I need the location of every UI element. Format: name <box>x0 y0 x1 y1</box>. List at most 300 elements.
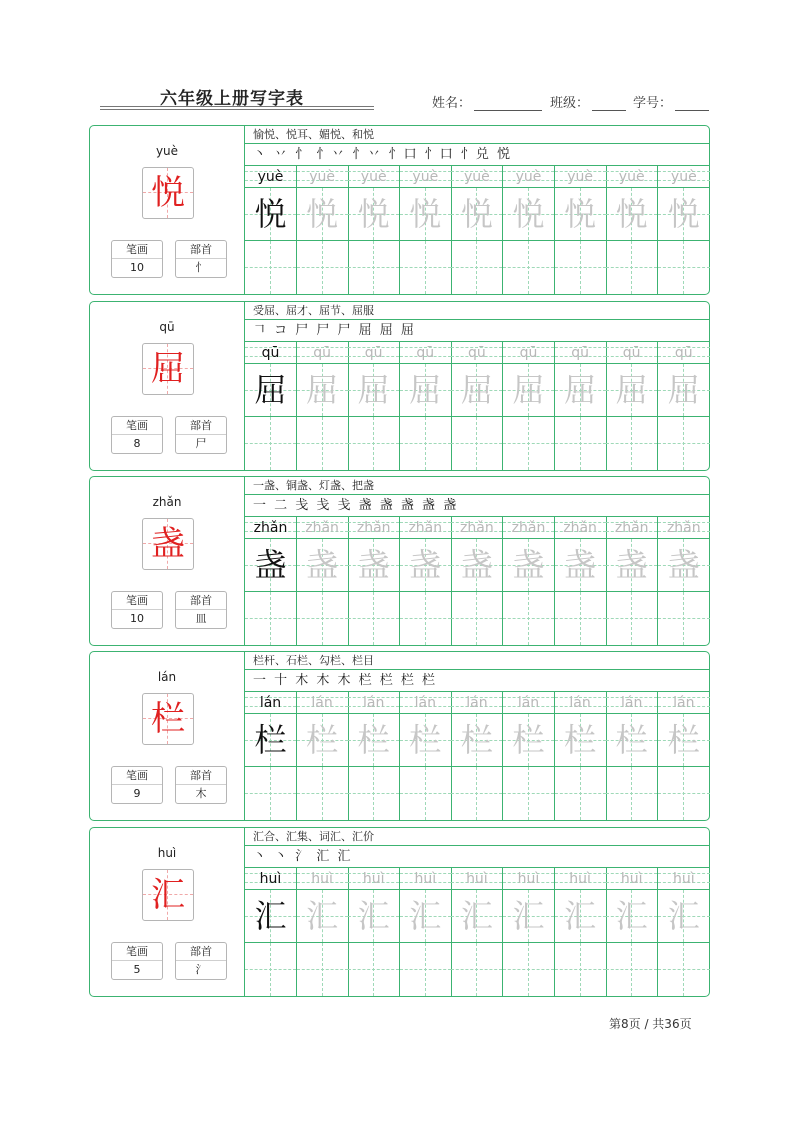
pinyin-writing-line[interactable] <box>348 868 399 890</box>
trace-pinyin: zhǎn <box>408 520 443 536</box>
radical-box <box>175 591 227 629</box>
class-field[interactable] <box>550 92 626 111</box>
trace-character: 盏 <box>460 546 493 584</box>
trace-character: 汇 <box>357 897 390 935</box>
practice-cell[interactable] <box>348 342 400 470</box>
pinyin-writing-line[interactable] <box>400 517 451 539</box>
character-writing-box[interactable] <box>503 364 554 417</box>
trace-pinyin: huì <box>466 871 488 887</box>
trace-pinyin: huì <box>517 871 540 887</box>
character-writing-box[interactable] <box>245 364 296 417</box>
pinyin-writing-line[interactable] <box>658 517 710 539</box>
practice-grid <box>245 342 709 470</box>
blank-writing-box[interactable] <box>400 767 451 820</box>
character-writing-box[interactable] <box>297 364 348 417</box>
blank-writing-box[interactable] <box>503 592 554 645</box>
practice-cell[interactable] <box>451 517 503 645</box>
pinyin-writing-line[interactable] <box>400 868 451 890</box>
pinyin-writing-line[interactable] <box>503 517 554 539</box>
blank-writing-box[interactable] <box>658 592 710 645</box>
model-pinyin: qū <box>261 345 280 361</box>
stroke-order: 𠃍 コ 尸 尸 尸 屈 屈 屈 <box>245 320 709 342</box>
student-id-label: 学号： <box>633 96 673 111</box>
blank-writing-box[interactable] <box>606 417 657 470</box>
trace-pinyin: yuè <box>670 169 697 185</box>
character-writing-box[interactable] <box>451 714 502 767</box>
practice-panel <box>245 652 709 820</box>
trace-character: 屈 <box>667 371 700 409</box>
character-writing-box[interactable] <box>245 890 296 943</box>
stroke-count-label: 笔画 <box>112 592 162 610</box>
blank-writing-box[interactable] <box>451 767 502 820</box>
blank-writing-box[interactable] <box>297 241 348 294</box>
character-writing-box[interactable] <box>606 188 657 241</box>
blank-writing-box[interactable] <box>297 417 348 470</box>
pinyin-writing-line[interactable] <box>606 692 657 714</box>
trace-pinyin: yuè <box>567 169 593 185</box>
trace-character: 悦 <box>512 195 545 233</box>
pinyin-writing-line[interactable] <box>451 692 502 714</box>
blank-writing-box[interactable] <box>400 943 451 996</box>
practice-cell[interactable] <box>555 342 607 470</box>
blank-writing-box[interactable] <box>503 767 554 820</box>
blank-writing-box[interactable] <box>245 943 296 996</box>
practice-cell[interactable] <box>348 517 400 645</box>
model-character: 盏 <box>254 546 287 584</box>
pinyin-writing-line[interactable] <box>451 166 502 188</box>
trace-pinyin: huì <box>311 871 333 887</box>
blank-writing-box[interactable] <box>297 943 348 996</box>
stroke-count-label: 笔画 <box>112 943 162 961</box>
trace-character: 栏 <box>512 721 545 759</box>
practice-cell[interactable] <box>348 166 400 294</box>
blank-writing-box[interactable] <box>297 592 348 645</box>
pinyin-writing-line[interactable] <box>297 517 348 539</box>
practice-cell[interactable] <box>348 868 400 996</box>
stroke-order: 丶 丶 氵 汇 汇 <box>245 846 709 868</box>
blank-writing-box[interactable] <box>348 767 399 820</box>
blank-writing-box[interactable] <box>245 241 296 294</box>
practice-cell[interactable] <box>658 868 710 996</box>
radical-label: 部首 <box>176 592 226 610</box>
example-words: 一盏、铜盏、灯盏、把盏 <box>245 477 709 495</box>
character-writing-box[interactable] <box>451 188 502 241</box>
character-card <box>89 476 710 646</box>
radical-label: 部首 <box>176 767 226 785</box>
stroke-count-value: 5 <box>133 963 141 976</box>
practice-cell[interactable] <box>658 166 710 294</box>
trace-character: 悦 <box>667 195 700 233</box>
pinyin-writing-line[interactable] <box>658 868 710 890</box>
character-writing-box[interactable] <box>297 188 348 241</box>
character-glyph: 栏 <box>151 699 185 739</box>
practice-panel <box>245 828 709 996</box>
character-card <box>89 301 710 471</box>
trace-pinyin: lán <box>569 695 591 711</box>
character-writing-box[interactable] <box>658 539 710 592</box>
blank-writing-box[interactable] <box>245 592 296 645</box>
character-display-box <box>142 518 194 570</box>
trace-character: 栏 <box>564 721 597 759</box>
blank-writing-box[interactable] <box>297 767 348 820</box>
blank-writing-box[interactable] <box>503 417 554 470</box>
blank-writing-box[interactable] <box>606 241 657 294</box>
practice-cell[interactable] <box>245 342 297 470</box>
character-writing-box[interactable] <box>658 188 710 241</box>
stroke-order: 一 十 木 木 木 栏 栏 栏 栏 <box>245 670 709 692</box>
practice-cell[interactable] <box>503 166 555 294</box>
practice-cell[interactable] <box>555 692 607 820</box>
blank-writing-box[interactable] <box>658 767 710 820</box>
trace-character: 汇 <box>460 897 493 935</box>
character-info-panel <box>90 302 245 470</box>
blank-writing-box[interactable] <box>555 241 606 294</box>
character-writing-box[interactable] <box>245 714 296 767</box>
blank-writing-box[interactable] <box>555 417 606 470</box>
blank-writing-box[interactable] <box>451 592 502 645</box>
example-words: 受屈、屈才、屈节、屈服 <box>245 302 709 320</box>
pinyin-writing-line[interactable] <box>348 517 399 539</box>
blank-writing-box[interactable] <box>555 943 606 996</box>
practice-cell[interactable] <box>658 342 710 470</box>
practice-cell[interactable] <box>400 342 452 470</box>
pinyin-writing-line[interactable] <box>606 166 657 188</box>
practice-cell[interactable] <box>503 517 555 645</box>
character-writing-box[interactable] <box>451 890 502 943</box>
student-id-blank[interactable] <box>675 96 709 111</box>
radical-box <box>175 240 227 278</box>
pinyin-writing-line[interactable] <box>297 868 348 890</box>
class-blank[interactable] <box>592 96 626 111</box>
practice-cell[interactable] <box>245 166 297 294</box>
character-writing-box[interactable] <box>297 539 348 592</box>
pinyin-writing-line[interactable] <box>658 692 710 714</box>
character-writing-box[interactable] <box>245 188 296 241</box>
trace-character: 盏 <box>564 546 597 584</box>
blank-writing-box[interactable] <box>658 417 710 470</box>
blank-writing-box[interactable] <box>348 943 399 996</box>
stroke-count-box <box>111 416 163 454</box>
character-writing-box[interactable] <box>555 890 606 943</box>
character-pinyin: qū <box>159 320 175 334</box>
trace-pinyin: lán <box>466 695 488 711</box>
trace-pinyin: zhǎn <box>511 520 546 536</box>
practice-cell[interactable] <box>503 342 555 470</box>
practice-cell[interactable] <box>658 517 710 645</box>
practice-cell[interactable] <box>245 517 297 645</box>
practice-cell[interactable] <box>503 692 555 820</box>
character-card <box>89 651 710 821</box>
character-display-box <box>142 869 194 921</box>
trace-pinyin: zhǎn <box>563 520 597 536</box>
blank-writing-box[interactable] <box>555 592 606 645</box>
practice-cell[interactable] <box>400 166 452 294</box>
character-writing-box[interactable] <box>400 188 451 241</box>
practice-cell[interactable] <box>606 692 658 820</box>
trace-character: 盏 <box>615 546 648 584</box>
practice-panel <box>245 477 709 645</box>
pinyin-writing-line[interactable] <box>451 868 502 890</box>
blank-writing-box[interactable] <box>348 417 399 470</box>
character-writing-box[interactable] <box>348 539 399 592</box>
practice-cell[interactable] <box>555 517 607 645</box>
pinyin-writing-line[interactable] <box>658 166 710 188</box>
stroke-count-box <box>111 591 163 629</box>
trace-pinyin: zhǎn <box>460 520 494 536</box>
practice-cell[interactable] <box>606 166 658 294</box>
blank-writing-box[interactable] <box>503 241 554 294</box>
pinyin-writing-line[interactable] <box>658 342 710 364</box>
trace-pinyin: yuè <box>309 169 335 185</box>
trace-character: 栏 <box>306 721 339 759</box>
practice-cell[interactable] <box>451 342 503 470</box>
blank-writing-box[interactable] <box>606 767 657 820</box>
stroke-count-value: 10 <box>130 261 144 274</box>
trace-character: 盏 <box>409 546 442 584</box>
name-blank[interactable] <box>474 96 542 111</box>
practice-cell[interactable] <box>555 868 607 996</box>
radical-value: 尸 <box>195 437 207 450</box>
character-card <box>89 125 710 295</box>
pinyin-writing-line[interactable] <box>606 342 657 364</box>
trace-pinyin: yuè <box>464 169 490 185</box>
character-card <box>89 827 710 997</box>
trace-pinyin: lán <box>311 695 333 711</box>
character-info-panel <box>90 126 245 294</box>
blank-writing-box[interactable] <box>555 767 606 820</box>
character-writing-box[interactable] <box>606 714 657 767</box>
pinyin-writing-line[interactable] <box>245 166 296 188</box>
pinyin-writing-line[interactable] <box>555 342 606 364</box>
practice-grid <box>245 868 709 996</box>
practice-cell[interactable] <box>400 517 452 645</box>
pinyin-writing-line[interactable] <box>297 692 348 714</box>
practice-cell[interactable] <box>245 692 297 820</box>
pinyin-writing-line[interactable] <box>451 517 502 539</box>
blank-writing-box[interactable] <box>348 592 399 645</box>
trace-pinyin: yuè <box>412 169 439 185</box>
character-writing-box[interactable] <box>400 539 451 592</box>
blank-writing-box[interactable] <box>658 241 710 294</box>
trace-pinyin: qū <box>313 345 331 361</box>
trace-character: 屈 <box>564 371 597 409</box>
model-character: 悦 <box>254 195 287 233</box>
trace-character: 盏 <box>512 546 545 584</box>
stroke-count-value: 8 <box>133 437 141 450</box>
practice-cell[interactable] <box>503 868 555 996</box>
character-writing-box[interactable] <box>606 890 657 943</box>
character-writing-box[interactable] <box>503 890 554 943</box>
practice-cell[interactable] <box>606 342 658 470</box>
practice-cell[interactable] <box>348 692 400 820</box>
blank-writing-box[interactable] <box>658 943 710 996</box>
model-pinyin: zhǎn <box>253 520 288 536</box>
pinyin-writing-line[interactable] <box>555 166 606 188</box>
practice-cell[interactable] <box>400 692 452 820</box>
stroke-count-box <box>111 942 163 980</box>
character-writing-box[interactable] <box>348 890 399 943</box>
pinyin-writing-line[interactable] <box>348 692 399 714</box>
character-writing-box[interactable] <box>503 539 554 592</box>
pinyin-writing-line[interactable] <box>245 517 296 539</box>
trace-character: 屈 <box>512 371 545 409</box>
blank-writing-box[interactable] <box>400 241 451 294</box>
practice-grid <box>245 517 709 645</box>
character-writing-box[interactable] <box>451 539 502 592</box>
pinyin-writing-line[interactable] <box>245 342 296 364</box>
radical-label: 部首 <box>176 943 226 961</box>
character-writing-box[interactable] <box>297 890 348 943</box>
character-writing-box[interactable] <box>658 890 710 943</box>
pinyin-writing-line[interactable] <box>555 517 606 539</box>
stroke-count-value: 9 <box>133 787 141 800</box>
character-writing-box[interactable] <box>555 714 606 767</box>
blank-writing-box[interactable] <box>451 943 502 996</box>
practice-cell[interactable] <box>245 868 297 996</box>
trace-pinyin: qū <box>622 345 641 361</box>
trace-character: 屈 <box>460 371 493 409</box>
model-character: 栏 <box>254 721 287 759</box>
pinyin-writing-line[interactable] <box>400 342 451 364</box>
trace-pinyin: lán <box>621 695 643 711</box>
pinyin-writing-line[interactable] <box>348 166 399 188</box>
pinyin-writing-line[interactable] <box>503 868 554 890</box>
trace-character: 汇 <box>409 897 442 935</box>
practice-cell[interactable] <box>297 166 349 294</box>
character-writing-box[interactable] <box>348 188 399 241</box>
character-writing-box[interactable] <box>555 539 606 592</box>
blank-writing-box[interactable] <box>400 592 451 645</box>
trace-character: 屈 <box>409 371 442 409</box>
character-writing-box[interactable] <box>245 539 296 592</box>
pinyin-writing-line[interactable] <box>245 692 296 714</box>
trace-pinyin: zhǎn <box>305 520 339 536</box>
character-glyph: 悦 <box>151 173 185 213</box>
practice-cell[interactable] <box>400 868 452 996</box>
trace-pinyin: huì <box>362 871 385 887</box>
trace-pinyin: lán <box>363 695 385 711</box>
trace-character: 屈 <box>615 371 648 409</box>
pinyin-writing-line[interactable] <box>503 342 554 364</box>
pinyin-writing-line[interactable] <box>400 166 451 188</box>
stroke-count-label: 笔画 <box>112 417 162 435</box>
character-writing-box[interactable] <box>503 714 554 767</box>
trace-character: 屈 <box>306 371 339 409</box>
blank-writing-box[interactable] <box>451 241 502 294</box>
pinyin-writing-line[interactable] <box>297 166 348 188</box>
practice-cell[interactable] <box>451 692 503 820</box>
pinyin-writing-line[interactable] <box>555 868 606 890</box>
pinyin-writing-line[interactable] <box>606 517 657 539</box>
character-writing-box[interactable] <box>400 364 451 417</box>
practice-cell[interactable] <box>451 868 503 996</box>
character-display-box <box>142 693 194 745</box>
trace-character: 盏 <box>357 546 390 584</box>
blank-writing-box[interactable] <box>606 943 657 996</box>
character-writing-box[interactable] <box>555 364 606 417</box>
trace-character: 栏 <box>357 721 390 759</box>
page-header <box>0 0 800 120</box>
trace-pinyin: lán <box>414 695 436 711</box>
pinyin-writing-line[interactable] <box>245 868 296 890</box>
trace-character: 悦 <box>409 195 442 233</box>
practice-cell[interactable] <box>297 692 349 820</box>
blank-writing-box[interactable] <box>348 241 399 294</box>
trace-character: 栏 <box>460 721 493 759</box>
radical-value: 氵 <box>195 963 207 976</box>
practice-cell[interactable] <box>297 868 349 996</box>
pinyin-writing-line[interactable] <box>555 692 606 714</box>
practice-cell[interactable] <box>297 342 349 470</box>
character-writing-box[interactable] <box>503 188 554 241</box>
name-field[interactable] <box>432 92 542 111</box>
character-pinyin: zhǎn <box>152 495 182 509</box>
practice-cell[interactable] <box>606 517 658 645</box>
title-underline-2 <box>100 109 374 110</box>
practice-cell[interactable] <box>451 166 503 294</box>
stroke-count-value: 10 <box>130 612 144 625</box>
practice-cell[interactable] <box>606 868 658 996</box>
character-writing-box[interactable] <box>658 364 710 417</box>
blank-writing-box[interactable] <box>400 417 451 470</box>
radical-label: 部首 <box>176 241 226 259</box>
blank-writing-box[interactable] <box>606 592 657 645</box>
character-writing-box[interactable] <box>400 890 451 943</box>
trace-pinyin: qū <box>468 345 486 361</box>
character-writing-box[interactable] <box>348 364 399 417</box>
pinyin-writing-line[interactable] <box>503 166 554 188</box>
pinyin-writing-line[interactable] <box>503 692 554 714</box>
character-writing-box[interactable] <box>297 714 348 767</box>
character-writing-box[interactable] <box>606 364 657 417</box>
practice-cell[interactable] <box>297 517 349 645</box>
pinyin-writing-line[interactable] <box>348 342 399 364</box>
character-writing-box[interactable] <box>658 714 710 767</box>
pinyin-writing-line[interactable] <box>606 868 657 890</box>
blank-writing-box[interactable] <box>451 417 502 470</box>
blank-writing-box[interactable] <box>245 767 296 820</box>
pinyin-writing-line[interactable] <box>451 342 502 364</box>
trace-pinyin: zhǎn <box>666 520 701 536</box>
example-words: 栏杆、石栏、勾栏、栏目 <box>245 652 709 670</box>
practice-grid <box>245 692 709 820</box>
trace-character: 悦 <box>460 195 493 233</box>
practice-cell[interactable] <box>555 166 607 294</box>
character-writing-box[interactable] <box>606 539 657 592</box>
stroke-count-label: 笔画 <box>112 241 162 259</box>
pinyin-writing-line[interactable] <box>400 692 451 714</box>
pinyin-writing-line[interactable] <box>297 342 348 364</box>
page-title: 六年级上册写字表 <box>160 89 304 109</box>
model-pinyin: huì <box>259 871 282 887</box>
student-id-field[interactable] <box>633 92 709 111</box>
blank-writing-box[interactable] <box>503 943 554 996</box>
trace-pinyin: zhǎn <box>614 520 649 536</box>
character-writing-box[interactable] <box>400 714 451 767</box>
trace-pinyin: huì <box>569 871 591 887</box>
character-writing-box[interactable] <box>555 188 606 241</box>
trace-pinyin: huì <box>414 871 437 887</box>
character-info-panel <box>90 477 245 645</box>
character-writing-box[interactable] <box>451 364 502 417</box>
blank-writing-box[interactable] <box>245 417 296 470</box>
character-writing-box[interactable] <box>348 714 399 767</box>
trace-pinyin: lán <box>673 695 695 711</box>
practice-cell[interactable] <box>658 692 710 820</box>
trace-character: 汇 <box>306 897 339 935</box>
trace-character: 栏 <box>409 721 442 759</box>
stroke-count-box <box>111 766 163 804</box>
